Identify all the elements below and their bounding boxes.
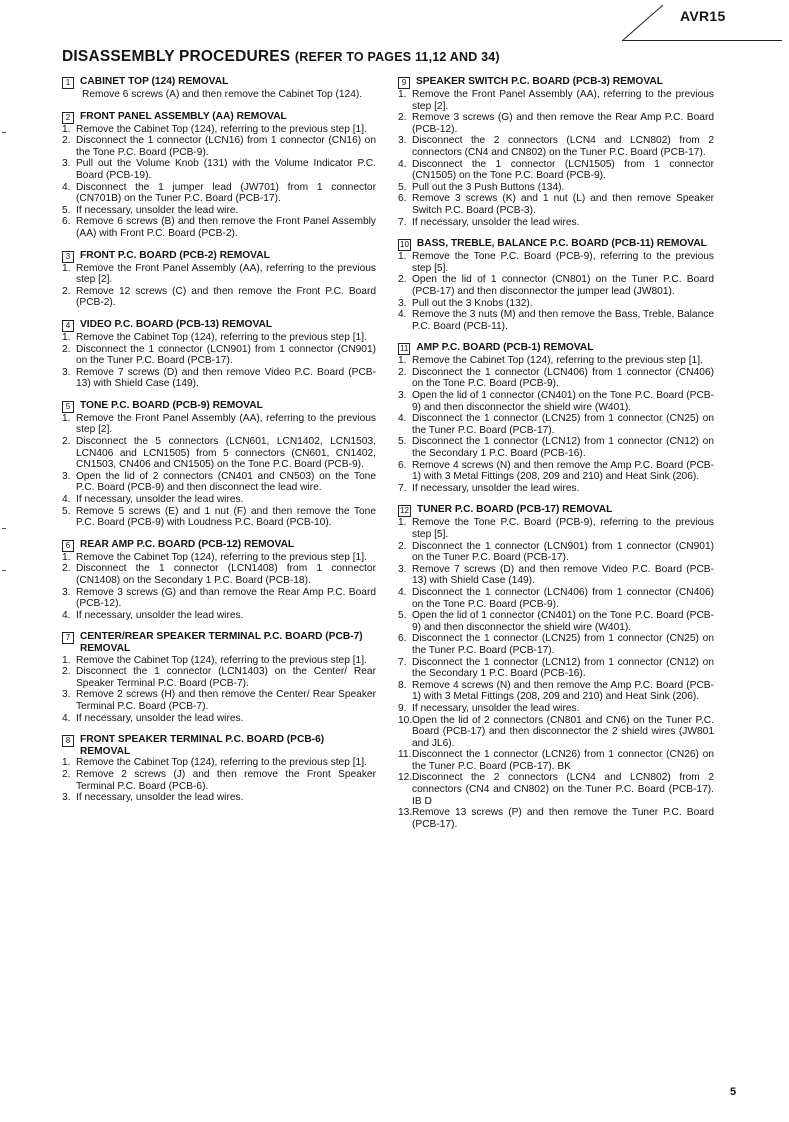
step-text: Pull out the 3 Knobs (132). [412,297,533,309]
step-list [398,251,714,332]
step-number: 2. [62,666,71,678]
step-item [398,610,714,633]
step-text: If necessary, unsolder the lead wires. [412,482,580,494]
section-number-box: 4 [62,320,74,332]
step-list [62,263,376,309]
step-item [398,807,714,830]
step-text: Remove 12 screws (C) and then remove the Front P.C. Board (PCB-2). [76,285,376,309]
margin-tick [2,132,6,133]
step-item [398,657,714,680]
step-number: 4. [398,586,407,598]
step-text: Remove the Cabinet Top (124), referring to the previous step [1]. [76,551,367,563]
step-item [62,182,376,205]
step-text: Disconnect the 1 connector (LCN26) from 1 connector (CN26) on the Tuner P.C. Board (PCB-17). BK [412,749,714,772]
step-number: 7. [398,656,407,668]
section-heading [62,631,376,654]
step-item [398,89,714,112]
step-number: 3. [62,689,71,701]
section-title: VIDEO P.C. BOARD (PCB-13) REMOVAL [80,318,273,330]
step-item [62,506,376,529]
section-intro: Remove 6 screws (A) and then remove the Cabinet Top (124). [82,89,363,100]
section-heading [62,400,376,413]
step-number: 5. [62,204,71,216]
step-item [62,135,376,158]
step-text: Remove the Cabinet Top (124), referring to the previous step [1]. [412,355,703,367]
step-item [62,332,376,344]
section-number-box: 9 [398,77,410,89]
step-number: 4. [62,494,71,506]
step-item [398,367,714,390]
step-number: 4. [62,712,71,724]
step-item [398,274,714,297]
step-text: Remove the Cabinet Top (124), referring to the previous step [1]. [76,757,367,769]
step-item [398,460,714,483]
page-title [62,48,500,66]
step-text: Open the lid of 1 connector (CN401) on the Tone P.C. Board (PCB-9) and then disconnector the shield wire (W401). [412,390,714,413]
section-heading [62,319,376,332]
step-number: 10. [398,714,413,726]
step-text: Remove 2 screws (J) and then remove the Front Speaker Terminal P.C. Board (PCB-6). [76,768,376,792]
step-number: 5. [398,610,407,622]
step-number: 1. [398,89,407,100]
step-number: 2. [62,563,71,575]
step-number: 4. [62,181,71,193]
step-number: 3. [62,586,71,598]
step-text: If necessary, unsolder the lead wires. [412,702,580,714]
step-text: Disconnect the 1 connector (LCN406) from 1 connector (CN406) on the Tone P.C. Board (PCB-9). [412,586,714,610]
step-list [62,552,376,622]
step-number: 2. [62,343,71,355]
step-list [62,413,376,529]
step-text: Remove the Tone P.C. Board (PCB-9), referring to the previous step [5]. [412,517,714,540]
step-number: 2. [398,112,407,124]
header-slash-line [622,4,664,42]
step-item [62,158,376,181]
step-item [62,367,376,390]
step-item [398,298,714,310]
step-text: If necessary, unsolder the lead wires. [412,216,580,228]
step-number: 2. [62,436,71,448]
step-text: If necessary, unsolder the lead wire. [76,204,239,216]
right-column [398,76,714,840]
step-text: Disconnect the 1 connector (LCN25) from 1 connector (CN25) on the Tuner P.C. Board (PCB-17). [412,413,714,436]
step-number: 4. [398,309,407,321]
procedure-section [62,76,376,101]
step-text: Disconnect the 1 connector (LCN901) from 1 connector (CN901) on the Tuner P.C. Board (PCB-17). [76,343,376,367]
step-text: Remove the Front Panel Assembly (AA), referring to the previous step [2]. [76,412,376,436]
step-text: Remove 2 screws (H) and then remove the Center/ Rear Speaker Terminal P.C. Board (PCB-7). [76,689,376,712]
step-number: 11. [398,749,412,761]
step-item [62,344,376,367]
step-text: If necessary, unsolder the lead wires. [76,609,244,621]
step-text: Remove 5 screws (E) and 1 nut (F) and then remove the Tone P.C. Board (PCB-9) with Loudness P.C. Board (PCB-10). [76,505,376,529]
step-number: 1. [398,517,407,529]
step-number: 2. [398,540,407,552]
step-item [398,413,714,436]
step-number: 3. [62,158,71,170]
step-text: Disconnect the 1 connector (LCN1403) on the Center/ Rear Speaker Terminal P.C. Board (PCB-7). [76,666,376,689]
step-list [398,517,714,830]
step-item [398,251,714,274]
step-text: If necessary, unsolder the lead wires. [76,792,244,804]
step-number: 3. [62,470,71,482]
step-item [398,217,714,229]
step-item [62,587,376,610]
step-text: Remove the 3 nuts (M) and then remove the Bass, Treble, Balance P.C. Board (PCB-11). [412,309,714,332]
step-number: 1. [62,757,71,769]
procedure-section [398,76,714,228]
step-number: 3. [398,390,407,402]
procedure-section [62,111,376,240]
step-number: 9. [398,702,407,714]
step-text: Remove 4 screws (N) and then remove the Amp P.C. Board (PCB-1) with 3 Metal Fittings (208, 209 and 210) and Heat Sink (206). [412,679,714,703]
step-text: Remove the Tone P.C. Board (PCB-9), referring to the previous step [5]. [412,251,714,274]
step-item [62,769,376,792]
procedure-section [62,631,376,724]
procedure-section [398,504,714,830]
section-heading [398,76,714,89]
procedure-section [398,238,714,332]
step-item [62,494,376,506]
step-text: Remove 4 screws (N) and then remove the Amp P.C. Board (PCB-1) with 3 Metal Fittings (208, 209 and 210) and Heat Sink (206). [412,459,714,483]
step-text: Disconnect the 1 connector (LCN12) from 1 connector (CN12) on the Secondary 1 P.C. Board (PCB-16). [412,656,714,680]
step-text: Remove 3 screws (G) and than remove the Rear Amp P.C. Board (PCB-12). [76,586,376,610]
step-number: 13. [398,807,413,819]
step-number: 1. [62,412,71,424]
step-item [62,205,376,217]
step-item [62,124,376,136]
section-title: FRONT P.C. BOARD (PCB-2) REMOVAL [80,249,270,261]
section-title: SPEAKER SWITCH P.C. BOARD (PCB-3) REMOVAL [416,76,663,87]
step-number: 5. [398,181,407,193]
section-number-box: 11 [400,344,409,354]
step-item [62,216,376,239]
step-text: Remove the Cabinet Top (124), referring to the previous step [1]. [76,654,367,666]
step-number: 5. [62,505,71,517]
section-heading [398,504,714,517]
step-item [62,436,376,471]
step-item [62,655,376,667]
step-list [398,89,714,228]
step-number: 6. [398,193,407,205]
step-number: 6. [62,216,71,228]
section-title: TUNER P.C. BOARD (PCB-17) REMOVAL [416,504,613,516]
section-title: AMP P.C. BOARD (PCB-1) REMOVAL [416,342,594,354]
step-item [62,413,376,436]
step-text: Disconnect the 1 jumper lead (JW701) from 1 connector (CN701B) on the Tuner P.C. Board (PCB-17). [76,181,376,205]
step-number: 1. [62,654,71,666]
step-item [398,390,714,413]
section-heading [398,342,714,355]
step-text: Remove the Front Panel Assembly (AA), referring to the previous step [2]. [412,89,714,112]
step-item [398,112,714,135]
step-number: 5. [398,436,407,448]
left-column [62,76,376,814]
step-text: Disconnect the 1 connector (LCN16) from 1 connector (CN16) on the Tone P.C. Board (PCB-9). [76,135,376,158]
step-item [398,483,714,495]
margin-tick [2,528,6,529]
step-number: 1. [62,551,71,563]
step-text: Pull out the 3 Push Buttons (134). [412,181,565,193]
step-item [398,135,714,158]
step-number: 3. [62,366,71,378]
step-number: 1. [62,262,71,274]
step-text: Open the lid of 2 connectors (CN401 and CN503) on the Tone P.C. Board (PCB-9) and then disconnect the lead wire. [76,470,376,494]
step-text: Disconnect the 2 connectors (LCN4 and LCN802) from 2 connectors (CN4 and CN802) on the Tuner P.C. Board (PCB-17). IB D [412,772,714,807]
step-text: Pull out the Volume Knob (131) with the Volume Indicator P.C. Board (PCB-19). [76,158,376,181]
step-text: Remove the Cabinet Top (124), referring to the previous step [1]. [76,331,367,343]
step-item [398,703,714,715]
procedure-section [62,734,376,804]
step-number: 2. [398,366,407,378]
step-item [398,564,714,587]
step-number: 6. [398,633,407,645]
step-text: Remove 3 screws (G) and then remove the Rear Amp P.C. Board (PCB-12). [412,112,714,135]
step-number: 3. [398,135,407,147]
step-list [398,355,714,494]
step-item [62,552,376,564]
step-text: Disconnect the 1 connector (LCN25) from 1 connector (CN25) on the Tuner P.C. Board (PCB-17). [412,633,714,656]
step-number: 1. [62,331,71,343]
section-title: REAR AMP P.C. BOARD (PCB-12) REMOVAL [80,538,295,550]
section-heading [62,734,376,757]
step-item [62,286,376,309]
step-list [62,757,376,803]
step-number: 4. [62,609,71,621]
step-number: 2. [398,274,407,286]
step-item [398,633,714,656]
step-text: Remove 13 screws (P) and then remove the Tuner P.C. Board (PCB-17). [412,807,714,830]
step-number: 12. [398,772,413,784]
step-item [398,182,714,194]
step-text: If necessary, unsolder the lead wires. [76,712,244,724]
step-item [398,680,714,703]
step-number: 7. [398,216,407,228]
section-title: FRONT SPEAKER TERMINAL P.C. BOARD (PCB-6) REMOVAL [80,734,325,757]
step-item [398,517,714,540]
step-item [398,541,714,564]
step-item [398,159,714,182]
title-text: DISASSEMBLY PROCEDURES [62,48,291,65]
step-item [398,749,714,772]
step-number: 7. [398,482,407,494]
margin-tick [2,570,6,571]
step-text: Remove the Cabinet Top (124), referring to the previous step [1]. [76,123,367,135]
step-number: 4. [398,158,407,170]
step-item [62,689,376,712]
section-heading [62,539,376,552]
step-item [62,563,376,586]
step-item [398,355,714,367]
step-item [62,713,376,725]
step-item [62,757,376,769]
header-rule [622,40,782,41]
section-number-box: 8 [62,735,74,747]
step-number: 2. [62,135,71,147]
step-number: 2. [62,285,71,297]
step-number: 4. [398,413,407,425]
step-text: Disconnect the 1 connector (LCN1505) from 1 connector (CN1505) on the Tone P.C. Board (PCB-9). [412,158,714,182]
step-text: Remove 7 screws (D) and then remove Video P.C. Board (PCB-13) with Shield Case (149). [412,563,714,587]
section-heading [62,111,376,124]
step-item [398,436,714,459]
section-heading [62,76,376,89]
step-number: 2. [62,768,71,780]
section-number-box: 10 [400,240,409,250]
step-number: 3. [62,792,71,804]
procedure-section [62,319,376,390]
step-number: 3. [398,563,407,575]
step-text: Open the lid of 2 connectors (CN801 and CN6) on the Tuner P.C. Board (PCB-17) and then disconnector the 2 shield wires (JW801 and JL6). [412,714,714,749]
section-title: FRONT PANEL ASSEMBLY (AA) REMOVAL [80,110,287,122]
step-text: Disconnect the 1 connector (LCN1408) from 1 connector (CN1408) on the Secondary 1 P.C. Board (PCB-18). [76,563,376,586]
step-text: Open the lid of 1 connector (CN801) on the Tuner P.C. Board (PCB-17) and then disconnector the jumper lead (JW801). [412,274,714,297]
procedure-section [62,400,376,529]
section-number-box: 12 [400,506,409,516]
step-list [62,655,376,725]
step-item [62,666,376,689]
section-number-box: 6 [62,540,74,552]
section-title: CABINET TOP (124) REMOVAL [80,76,229,87]
step-number: 6. [398,459,407,471]
step-number: 3. [398,297,407,309]
step-number: 8. [398,679,407,691]
section-heading [398,238,714,251]
step-item [62,792,376,804]
section-heading [62,250,376,263]
step-number: 1. [398,355,407,367]
model-name: AVR15 [680,8,726,24]
section-title: TONE P.C. BOARD (PCB-9) REMOVAL [80,399,263,411]
step-text: Disconnect the 2 connectors (LCN4 and LCN802) from 2 connectors (CN4 and CN802) on the Tuner P.C. Board (PCB-17). [412,135,714,158]
step-text: If necessary, unsolder the lead wires. [76,494,244,506]
page-number: 5 [730,1086,737,1098]
step-text: Disconnect the 5 connectors (LCN601, LCN1402, LCN1503, LCN406 and LCN1505) from 5 connectors (CN601, CN1402, CN1503, CN406 and CN1505) on the Tone P.C. Board (PCB-9). [76,436,376,471]
section-title: BASS, TREBLE, BALANCE P.C. BOARD (PCB-11) REMOVAL [416,238,707,250]
step-list [62,332,376,390]
section-number-box: 2 [62,112,74,124]
step-text: Remove 6 screws (B) and then remove the Front Panel Assembly (AA) with Front P.C. Board (PCB-2). [76,216,376,239]
step-text: Disconnect the 1 connector (LCN406) from 1 connector (CN406) on the Tone P.C. Board (PCB-9). [412,366,714,390]
title-reference: (REFER TO PAGES 11,12 AND 34) [294,50,500,64]
step-item [398,715,714,750]
procedure-section [62,539,376,622]
section-number-box: 7 [62,632,74,644]
step-item [62,471,376,494]
step-text: Disconnect the 1 connector (LCN901) from 1 connector (CN901) on the Tuner P.C. Board (PCB-17). [412,540,714,564]
section-number-box: 1 [62,77,74,89]
step-text: Disconnect the 1 connector (LCN12) from 1 connector (CN12) on the Secondary 1 P.C. Board (PCB-16). [412,436,714,460]
step-number: 1. [398,251,407,263]
step-list [62,124,376,240]
procedure-section [62,250,376,309]
step-item [62,263,376,286]
step-item [398,772,714,807]
section-title: CENTER/REAR SPEAKER TERMINAL P.C. BOARD (PCB-7) REMOVAL [80,631,363,654]
step-text: Open the lid of 1 connector (CN401) on the Tone P.C. Board (PCB-9) and then disconnector the shield wire (W401). [412,610,714,633]
step-item [398,193,714,216]
step-item [62,610,376,622]
step-text: Remove 3 screws (K) and 1 nut (L) and then remove Speaker Switch P.C. Board (PCB-3). [412,193,714,216]
section-number-box: 3 [62,251,74,263]
step-item [398,587,714,610]
step-text: Remove 7 screws (D) and then remove Video P.C. Board (PCB-13) with Shield Case (149). [76,366,376,390]
procedure-section [398,342,714,494]
step-number: 1. [62,123,71,135]
section-number-box: 5 [62,401,74,413]
step-item [398,309,714,332]
step-text: Remove the Front Panel Assembly (AA), referring to the previous step [2]. [76,262,376,286]
